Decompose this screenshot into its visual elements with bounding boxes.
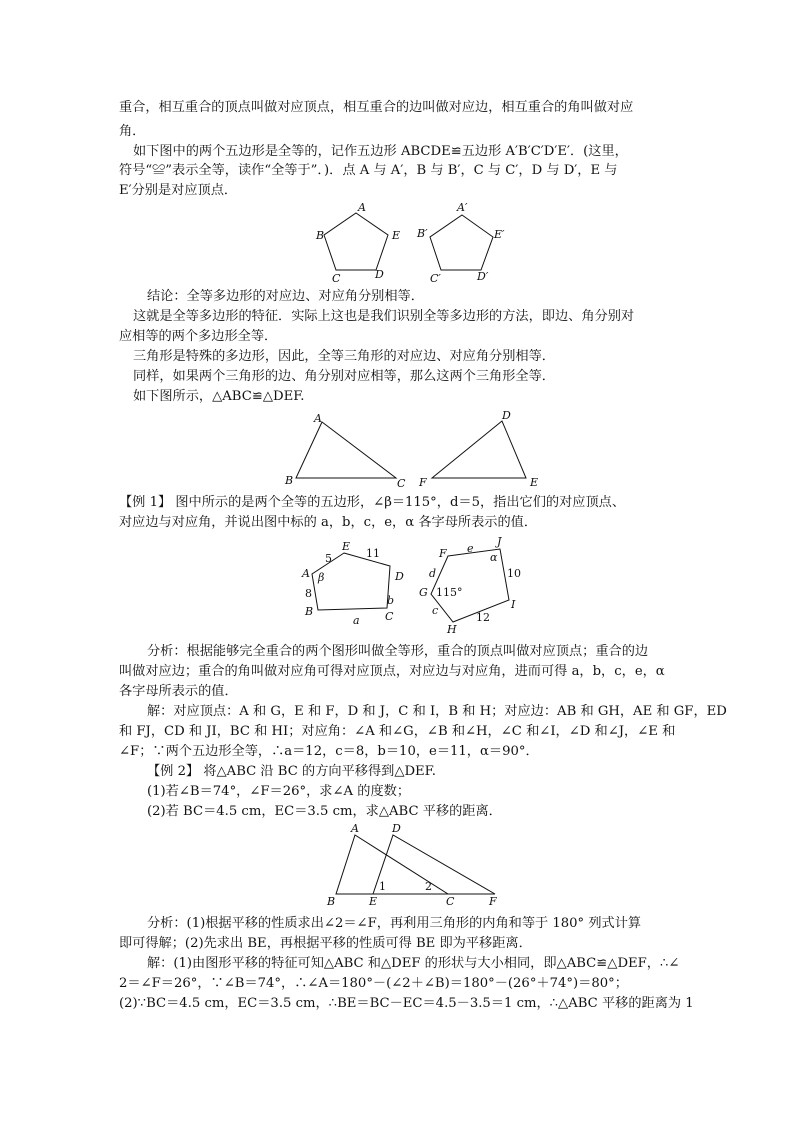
label-A: A bbox=[302, 567, 310, 580]
label-C: C bbox=[397, 477, 406, 490]
text-line: 解：对应顶点：A 和 G，E 和 F，D 和 J，C 和 I，B 和 H；对应边：AB 和 GH，AE 和 GF，ED bbox=[147, 704, 727, 719]
text-line: (1)若∠B＝74°，∠F＝26°，求∠A 的度数； bbox=[147, 784, 411, 799]
label-D: D bbox=[395, 570, 404, 583]
text-line: 和 FJ，CD 和 JI，BC 和 HI；对应角：∠A 和∠G，∠B 和∠H，∠C 和∠I，∠D 和∠J，∠E 和 bbox=[119, 724, 676, 739]
label-D-prime: D′ bbox=[477, 270, 489, 283]
text-line: 即可得解；(2)先求出 BE，再根据平移的性质可得 BE 即为平移距离． bbox=[119, 936, 532, 951]
label-A: A bbox=[351, 822, 359, 835]
text-line: 2＝∠F＝26°，∵∠B＝74°，∴∠A＝180°－(∠2＋∠B)＝180°－(26°＋74°)＝80°； bbox=[119, 976, 628, 991]
label-D: D bbox=[375, 268, 384, 281]
label-G: G bbox=[419, 586, 428, 599]
pentagon-fghij bbox=[431, 549, 509, 622]
label-A: A bbox=[358, 201, 366, 214]
label-J: J bbox=[497, 535, 502, 548]
text-line: ∠F；∵两个五边形全等，∴a＝12，c＝8，b＝10，e＝11，α＝90°． bbox=[119, 744, 539, 759]
text-line: 分析：根据能够完全重合的两个图形叫做全等形，重合的顶点叫做对应顶点；重合的边 bbox=[147, 644, 649, 659]
text-line: 符号“≌”表示全等，读作“全等于”．)．点 A 与 A′，B 与 B′，C 与 C′，D 与 D′，E 与 bbox=[119, 163, 618, 178]
label-C: C bbox=[385, 610, 394, 623]
triangle-def bbox=[373, 835, 495, 894]
label-H: H bbox=[447, 623, 457, 636]
label-B: B bbox=[285, 474, 294, 487]
label-A-prime: A′ bbox=[457, 201, 468, 214]
label-F: F bbox=[439, 547, 447, 560]
text-line: 【例 2】 将△ABC 沿 BC 的方向平移得到△DEF. bbox=[147, 764, 436, 779]
label-C: C bbox=[446, 895, 455, 908]
label-A: A bbox=[314, 412, 322, 425]
label-alpha: α bbox=[490, 551, 498, 564]
label-F: F bbox=[489, 895, 497, 908]
label-E: E bbox=[392, 229, 401, 242]
label-10: 10 bbox=[507, 567, 521, 580]
label-B: B bbox=[305, 605, 314, 618]
text-line: 三角形是特殊的多边形，因此，全等三角形的对应边、对应角分别相等． bbox=[133, 349, 555, 364]
label-E: E bbox=[342, 540, 351, 553]
text-line: 如下图中的两个五边形是全等的，记作五边形 ABCDE≌五边形 A′B′C′D′E′．(这里， bbox=[133, 144, 628, 159]
label-B: B bbox=[316, 229, 325, 242]
label-D: D bbox=[392, 822, 401, 835]
text-line: 分析：(1)根据平移的性质求出∠2＝∠F，再利用三角形的内角和等于 180° 列式计算 bbox=[147, 916, 642, 931]
label-8: 8 bbox=[305, 587, 312, 600]
label-F: F bbox=[419, 476, 427, 489]
label-1: 1 bbox=[379, 880, 386, 893]
text-line: 结论：全等多边形的对应边、对应角分别相等． bbox=[147, 289, 424, 304]
label-I: I bbox=[511, 598, 516, 611]
label-12: 12 bbox=[476, 611, 490, 624]
text-line: 这就是全等多边形的特征．实际上这也是我们识别全等多边形的方法，即边、角分别对 bbox=[133, 309, 635, 324]
label-d: d bbox=[429, 567, 437, 580]
text-line: 叫做对应边；重合的角叫做对应角可得对应顶点，对应边与对应角，进而可得 a，b，c，e，α bbox=[119, 664, 665, 679]
label-beta: β bbox=[318, 571, 325, 584]
triangle-abc bbox=[296, 422, 396, 478]
pentagon-right bbox=[430, 215, 493, 270]
label-b: b bbox=[387, 594, 395, 607]
label-D: D bbox=[502, 409, 511, 422]
label-B-prime: B′ bbox=[417, 227, 428, 240]
label-c: c bbox=[432, 604, 439, 617]
text-line: 如下图所示，△ABC≌△DEF. bbox=[133, 389, 305, 404]
text-line: 各字母所表示的值． bbox=[119, 684, 238, 699]
text-line: 对应边与对应角，并说出图中标的 a，b，c，e，α 各字母所表示的值． bbox=[119, 515, 538, 530]
pentagon-left bbox=[324, 213, 388, 270]
text-line: 【例 1】 图中所示的是两个全等的五边形，∠β＝115°，d＝5，指出它们的对应顶点、 bbox=[119, 495, 626, 510]
label-C: C bbox=[332, 272, 341, 285]
label-E-prime: E′ bbox=[494, 228, 505, 241]
label-E: E bbox=[530, 476, 539, 489]
label-E: E bbox=[369, 895, 378, 908]
text-line: 解：(1)由图形平移的特征可知△ABC 和△DEF 的形状与大小相同，即△ABC≌△DEF，∴∠ bbox=[147, 956, 680, 971]
triangle-abc bbox=[336, 835, 448, 894]
label-115: 115° bbox=[436, 586, 463, 599]
label-2: 2 bbox=[425, 880, 432, 893]
label-e: e bbox=[467, 542, 474, 555]
text-line: 角． bbox=[119, 124, 146, 139]
text-line: 重合，相互重合的顶点叫做对应顶点，相互重合的边叫做对应边，相互重合的角叫做对应 bbox=[119, 100, 634, 115]
pentagon-abcde bbox=[312, 553, 390, 610]
label-C-prime: C′ bbox=[430, 272, 441, 285]
text-line: E′分别是对应顶点． bbox=[119, 183, 238, 198]
text-line: (2)∵BC＝4.5 cm，EC＝3.5 cm，∴BE＝BC－EC＝4.5－3.5＝1 cm，∴△ABC 平移的距离为 1 bbox=[119, 996, 694, 1011]
label-5: 5 bbox=[325, 552, 332, 565]
triangle-def bbox=[432, 421, 526, 478]
text-line: 同样，如果两个三角形的边、角分别对应相等，那么这两个三角形全等． bbox=[133, 369, 555, 384]
text-line: (2)若 BC＝4.5 cm，EC＝3.5 cm，求△ABC 平移的距离． bbox=[147, 804, 502, 819]
label-a: a bbox=[353, 614, 360, 627]
text-line: 应相等的两个多边形全等． bbox=[119, 329, 278, 344]
label-B: B bbox=[327, 895, 336, 908]
label-11: 11 bbox=[366, 547, 380, 560]
